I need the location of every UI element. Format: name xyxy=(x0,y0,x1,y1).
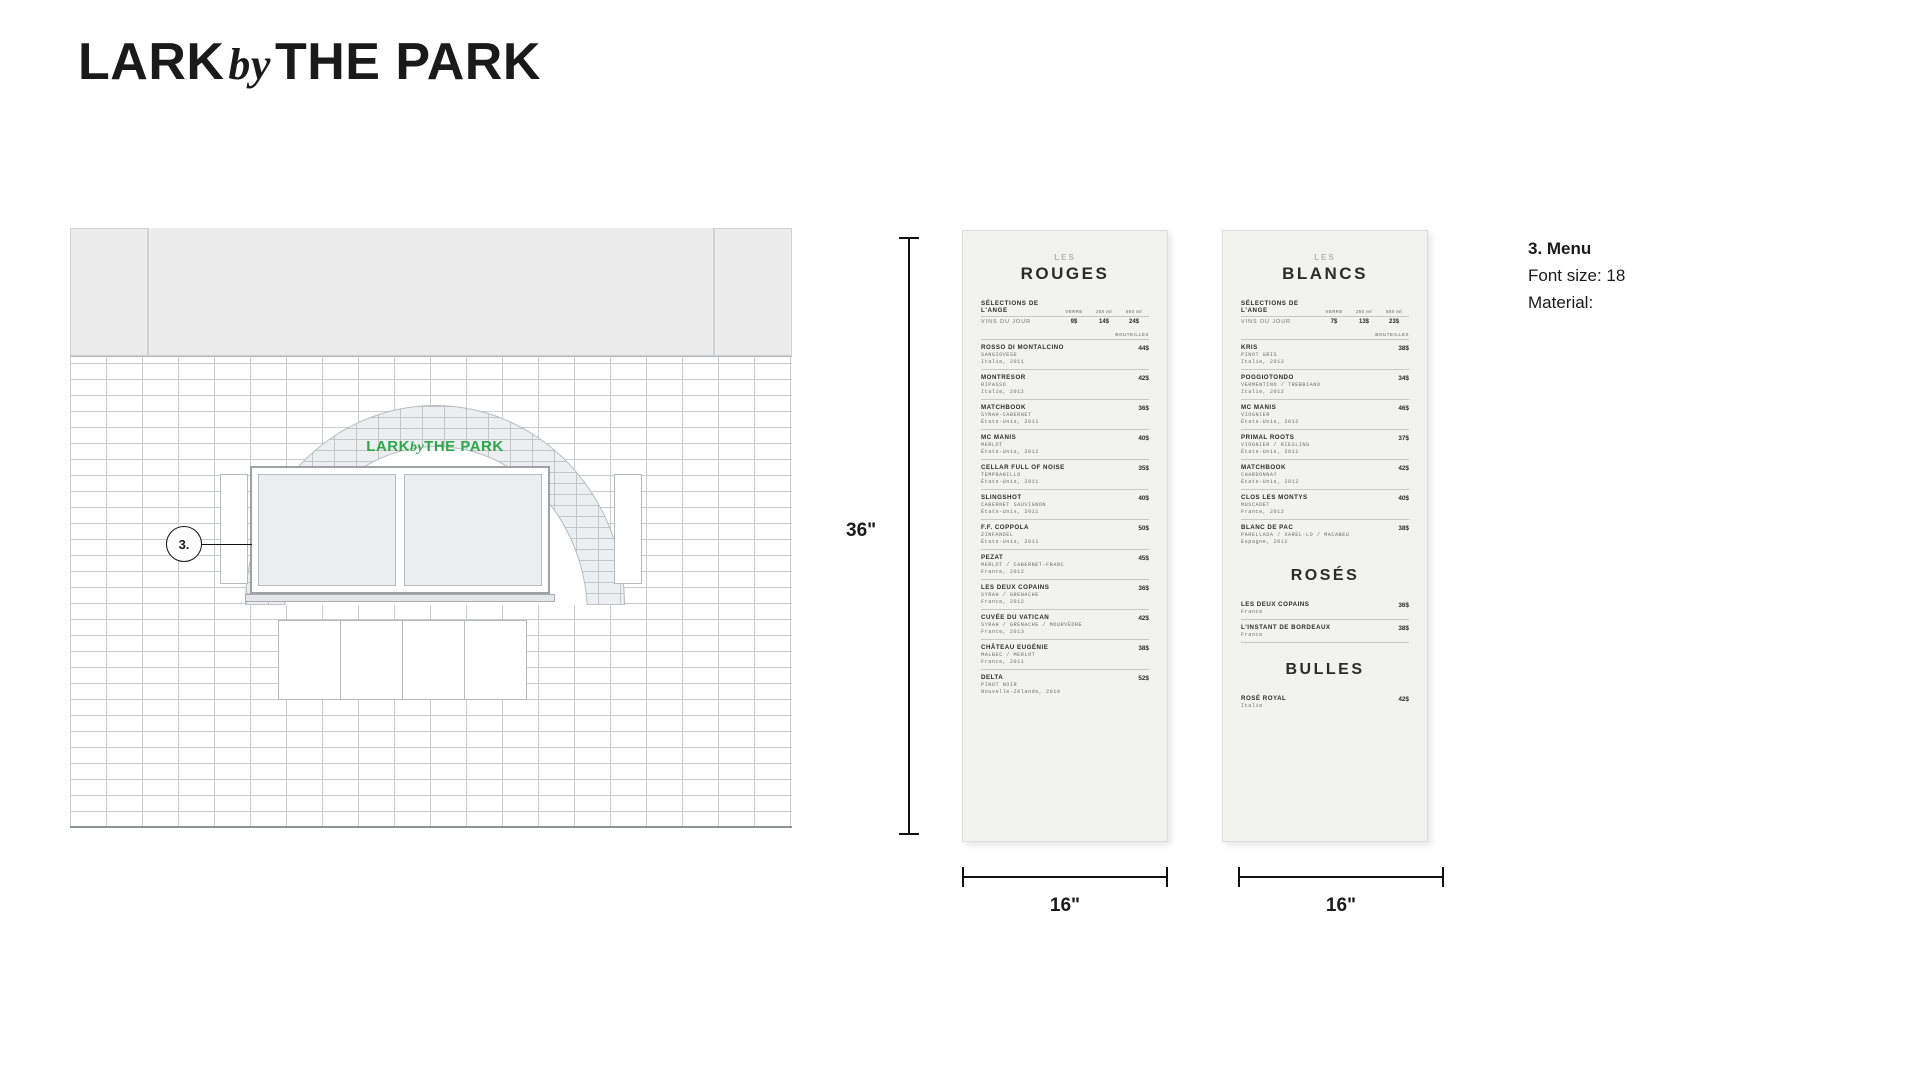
wine-origin: États-Unis, 2012 xyxy=(1241,419,1299,425)
glass-column-header: VERRE xyxy=(1065,309,1083,314)
wine-grape: SYRAH-CABERNET xyxy=(981,412,1032,418)
wine-origin: France, 2013 xyxy=(981,629,1025,635)
wine-name: BLANC DE PAC xyxy=(1241,524,1294,531)
menu-eyebrow: LES xyxy=(1054,253,1076,262)
wine-price: 52$ xyxy=(1138,675,1149,682)
glass-prices xyxy=(1059,319,1149,325)
wine-grape: ZINFANDEL xyxy=(981,532,1014,538)
menu-sections-blancs xyxy=(1241,567,1409,713)
spec-material: Material: xyxy=(1528,293,1594,312)
wine-grape: MERLOT xyxy=(981,442,1003,448)
wine-details xyxy=(1241,494,1383,515)
wine-name: KRIS xyxy=(1241,344,1258,351)
wine-name: CELLAR FULL OF NOISE xyxy=(981,464,1065,471)
wine-list-item xyxy=(981,370,1149,400)
wine-list-item xyxy=(981,430,1149,460)
dimension-label-width-right: 16" xyxy=(1325,895,1357,916)
signage-part-two: THE PARK xyxy=(424,438,504,455)
upper-facade-panel xyxy=(148,228,714,356)
window-sill xyxy=(245,594,555,602)
wine-price: 36$ xyxy=(1138,405,1149,412)
base-panel xyxy=(278,620,341,700)
wine-details xyxy=(981,464,1123,485)
side-panel-right xyxy=(614,474,642,584)
wine-grape: PARELLADA / XAREL-LO / MACABEU xyxy=(1241,532,1350,538)
wine-name: LES DEUX COPAINS xyxy=(981,584,1050,591)
wine-price: 38$ xyxy=(1138,645,1149,652)
wine-name: PRIMAL ROOTS xyxy=(1241,434,1295,441)
wine-price: 40$ xyxy=(1138,495,1149,502)
wine-list-item xyxy=(981,520,1149,550)
wine-price: 38$ xyxy=(1398,625,1409,632)
wine-origin: Nouvelle-Zélande, 2010 xyxy=(981,689,1061,695)
wine-details xyxy=(1241,404,1383,425)
wine-list-item xyxy=(1241,370,1409,400)
wine-list-item xyxy=(1241,520,1409,549)
wine-name: CHÂTEAU EUGÉNIE xyxy=(981,644,1049,651)
storefront-signage xyxy=(325,438,545,456)
wine-origin: États-Unis, 2012 xyxy=(981,449,1039,455)
wine-origin: États-Unis, 2012 xyxy=(1241,479,1299,485)
wine-origin: Italie, 2011 xyxy=(981,359,1025,365)
wine-origin: Espagne, 2012 xyxy=(1241,539,1288,545)
wine-list-blancs xyxy=(1241,340,1409,549)
glass-pour-row xyxy=(981,317,1149,325)
wine-price: 36$ xyxy=(1138,585,1149,592)
wine-details xyxy=(981,374,1123,395)
title-part-one: LARK xyxy=(78,33,225,91)
menu-card-blancs xyxy=(1222,230,1428,842)
wine-list-item xyxy=(981,640,1149,670)
wine-price: 44$ xyxy=(1138,345,1149,352)
ground-line xyxy=(70,826,792,828)
wine-list-item xyxy=(981,400,1149,430)
wine-details xyxy=(1241,434,1383,455)
wine-list-item xyxy=(1241,691,1409,713)
wine-grape: SYRAH / GRENACHE xyxy=(981,592,1039,598)
wine-grape: MUSCADET xyxy=(1241,502,1270,508)
wine-origin: France, 2012 xyxy=(1241,509,1285,515)
glass-column-header: VERRE xyxy=(1325,309,1343,314)
wine-grape: MERLOT / CABERNET-FRANC xyxy=(981,562,1065,568)
wine-grape: VERMENTINO / TREBBIANO xyxy=(1241,382,1321,388)
wine-price: 42$ xyxy=(1138,615,1149,622)
wine-list-item xyxy=(981,580,1149,610)
wine-price: 45$ xyxy=(1138,555,1149,562)
glass-price: 13$ xyxy=(1358,319,1369,325)
wine-price: 40$ xyxy=(1398,495,1409,502)
glass-pour-header xyxy=(1241,300,1409,317)
wine-origin: France, 2012 xyxy=(981,569,1025,575)
glass-column-header: 250 ml xyxy=(1095,309,1113,314)
glass-subtitle: VINS DU JOUR xyxy=(981,319,1032,325)
glass-column-header: 250 ml xyxy=(1355,309,1373,314)
spec-font-size: Font size: 18 xyxy=(1528,266,1626,285)
wine-name: MONTRESOR xyxy=(981,374,1026,381)
wine-details xyxy=(981,584,1123,605)
side-panel-left xyxy=(220,474,248,584)
wine-list-item xyxy=(1241,620,1409,643)
bottles-label: BOUTEILLES xyxy=(1241,332,1409,340)
wine-list-item xyxy=(981,490,1149,520)
wine-details xyxy=(1241,624,1383,638)
wine-grape: VIOGNIER xyxy=(1241,412,1270,418)
wine-name: MATCHBOOK xyxy=(1241,464,1286,471)
glass-column-header: 500 ml xyxy=(1385,309,1403,314)
wine-price: 34$ xyxy=(1398,375,1409,382)
wine-grape: RIPASSO xyxy=(981,382,1007,388)
dimension-label-height: 36" xyxy=(846,520,877,541)
wine-grape: PINOT NOIR xyxy=(981,682,1018,688)
window-pane-right xyxy=(404,474,542,586)
wine-name: ROSSO DI MONTALCINO xyxy=(981,344,1064,351)
base-panel xyxy=(402,620,465,700)
wine-origin: France, 2012 xyxy=(981,599,1025,605)
wine-list-item xyxy=(1241,400,1409,430)
wine-origin: États-Unis, 2011 xyxy=(981,509,1039,515)
wine-name: MATCHBOOK xyxy=(981,404,1026,411)
glass-price: 14$ xyxy=(1098,319,1109,325)
wine-name: MC MANIS xyxy=(981,434,1017,441)
wine-list-item xyxy=(981,670,1149,699)
wine-details xyxy=(1241,601,1383,615)
spec-block xyxy=(1528,235,1625,316)
dimension-line-vertical xyxy=(908,237,910,835)
wine-name: ROSÉ ROYAL xyxy=(1241,695,1287,702)
wine-details xyxy=(981,524,1123,545)
window-frame xyxy=(250,466,550,594)
glass-section-name: SÉLECTIONS DE L'ANGE xyxy=(1241,300,1299,314)
signage-by: by xyxy=(409,440,425,455)
wine-price: 40$ xyxy=(1138,435,1149,442)
pilaster-left xyxy=(70,228,148,356)
wine-price: 50$ xyxy=(1138,525,1149,532)
wine-price: 38$ xyxy=(1398,525,1409,532)
wine-grape: PINOT GRIS xyxy=(1241,352,1278,358)
wine-details xyxy=(981,344,1123,365)
wine-name: MC MANIS xyxy=(1241,404,1277,411)
wine-origin: États-Unis, 2011 xyxy=(981,539,1039,545)
dimension-label-width-left: 16" xyxy=(1049,895,1081,916)
wine-list-item xyxy=(1241,340,1409,370)
wine-price: 37$ xyxy=(1398,435,1409,442)
wine-list-item xyxy=(1241,597,1409,620)
callout-leader-line xyxy=(202,544,252,545)
wine-name: LES DEUX COPAINS xyxy=(1241,601,1310,608)
page-title xyxy=(78,32,541,92)
wine-origin: États-Unis, 2011 xyxy=(981,479,1039,485)
wine-origin: Italie, 2012 xyxy=(1241,359,1285,365)
wine-price: 42$ xyxy=(1398,696,1409,703)
wine-list-item xyxy=(1241,460,1409,490)
wine-price: 46$ xyxy=(1398,405,1409,412)
wine-origin: Italie, 2012 xyxy=(1241,389,1285,395)
glass-price: 9$ xyxy=(1070,319,1078,325)
callout-marker-3: 3. xyxy=(166,526,202,562)
storefront-elevation-drawing xyxy=(70,228,792,828)
wine-name: CLOS LES MONTYS xyxy=(1241,494,1308,501)
wine-price: 42$ xyxy=(1138,375,1149,382)
wine-price: 36$ xyxy=(1398,602,1409,609)
glass-section-name: SÉLECTIONS DE L'ANGE xyxy=(981,300,1039,314)
wine-details xyxy=(981,494,1123,515)
wine-details xyxy=(1241,464,1383,485)
base-panel xyxy=(464,620,527,700)
wine-grape: France xyxy=(1241,609,1263,615)
dimension-line-width-right xyxy=(1238,876,1444,878)
dimension-line-width-left xyxy=(962,876,1168,878)
wine-origin: France, 2011 xyxy=(981,659,1025,665)
menu-section-title: BULLES xyxy=(1285,661,1365,678)
wine-origin: Italie, 2012 xyxy=(981,389,1025,395)
glass-pour-header xyxy=(981,300,1149,317)
glass-subtitle: VINS DU JOUR xyxy=(1241,319,1292,325)
wine-grape: SANGIOVESE xyxy=(981,352,1018,358)
wine-details xyxy=(981,554,1123,575)
base-panel xyxy=(340,620,403,700)
wine-name: DELTA xyxy=(981,674,1004,681)
wine-details xyxy=(981,674,1123,695)
wine-price: 35$ xyxy=(1138,465,1149,472)
lintel-line xyxy=(70,356,792,357)
wine-grape: CABERNET SAUVIGNON xyxy=(981,502,1047,508)
wine-details xyxy=(1241,524,1383,545)
glass-column-headers xyxy=(1319,309,1409,314)
glass-column-headers xyxy=(1059,309,1149,314)
wine-grape: Italie xyxy=(1241,703,1263,709)
wine-name: F.F. COPPOLA xyxy=(981,524,1029,531)
wine-price: 38$ xyxy=(1398,345,1409,352)
glass-pour-row xyxy=(1241,317,1409,325)
wine-name: L'INSTANT DE BORDEAUX xyxy=(1241,624,1331,631)
title-part-two: THE PARK xyxy=(274,33,541,91)
wine-details xyxy=(1241,695,1383,709)
wine-details xyxy=(1241,374,1383,395)
wine-grape: SYRAH / GRENACHE / MOURVÈDRE xyxy=(981,622,1083,628)
wine-price: 42$ xyxy=(1398,465,1409,472)
glass-price: 23$ xyxy=(1388,319,1399,325)
title-by: by xyxy=(228,40,271,89)
menu-title: ROUGES xyxy=(1020,264,1110,283)
wine-grape: France xyxy=(1241,632,1263,638)
wine-origin: États-Unis, 2011 xyxy=(1241,449,1299,455)
wine-details xyxy=(981,644,1123,665)
wine-grape: TEMPRANILLO xyxy=(981,472,1021,478)
wine-name: PEZAT xyxy=(981,554,1004,561)
wine-list-item xyxy=(981,340,1149,370)
pilaster-right xyxy=(714,228,792,356)
wine-details xyxy=(1241,344,1383,365)
base-panels xyxy=(278,620,526,700)
wine-details xyxy=(981,404,1123,425)
menu-eyebrow: LES xyxy=(1314,253,1336,262)
wine-details xyxy=(981,614,1123,635)
wine-list-rouges xyxy=(981,340,1149,699)
wine-details xyxy=(981,434,1123,455)
menu-section-title: ROSÉS xyxy=(1290,567,1360,584)
wine-name: POGGIOTONDO xyxy=(1241,374,1294,381)
glass-column-header: 500 ml xyxy=(1125,309,1143,314)
wine-list-item xyxy=(1241,430,1409,460)
wine-list-item xyxy=(981,460,1149,490)
glass-prices xyxy=(1319,319,1409,325)
wine-grape: MALBEC / MERLOT xyxy=(981,652,1036,658)
wine-list-item xyxy=(981,550,1149,580)
spec-title: 3. Menu xyxy=(1528,239,1592,258)
wine-list-item xyxy=(1241,490,1409,520)
wine-name: CUVÉE DU VATICAN xyxy=(981,614,1050,621)
signage-part-one: LARK xyxy=(366,438,410,455)
window-pane-left xyxy=(258,474,396,586)
menu-card-rouges xyxy=(962,230,1168,842)
wine-origin: États-Unis, 2011 xyxy=(981,419,1039,425)
wine-name: SLINGSHOT xyxy=(981,494,1022,501)
glass-price: 7$ xyxy=(1330,319,1338,325)
bottles-label: BOUTEILLES xyxy=(981,332,1149,340)
wine-grape: VIOGNIER / RIESLING xyxy=(1241,442,1310,448)
glass-price: 24$ xyxy=(1128,319,1139,325)
wine-grape: CHARDONNAY xyxy=(1241,472,1278,478)
menu-title: BLANCS xyxy=(1282,264,1368,283)
wine-list-item xyxy=(981,610,1149,640)
